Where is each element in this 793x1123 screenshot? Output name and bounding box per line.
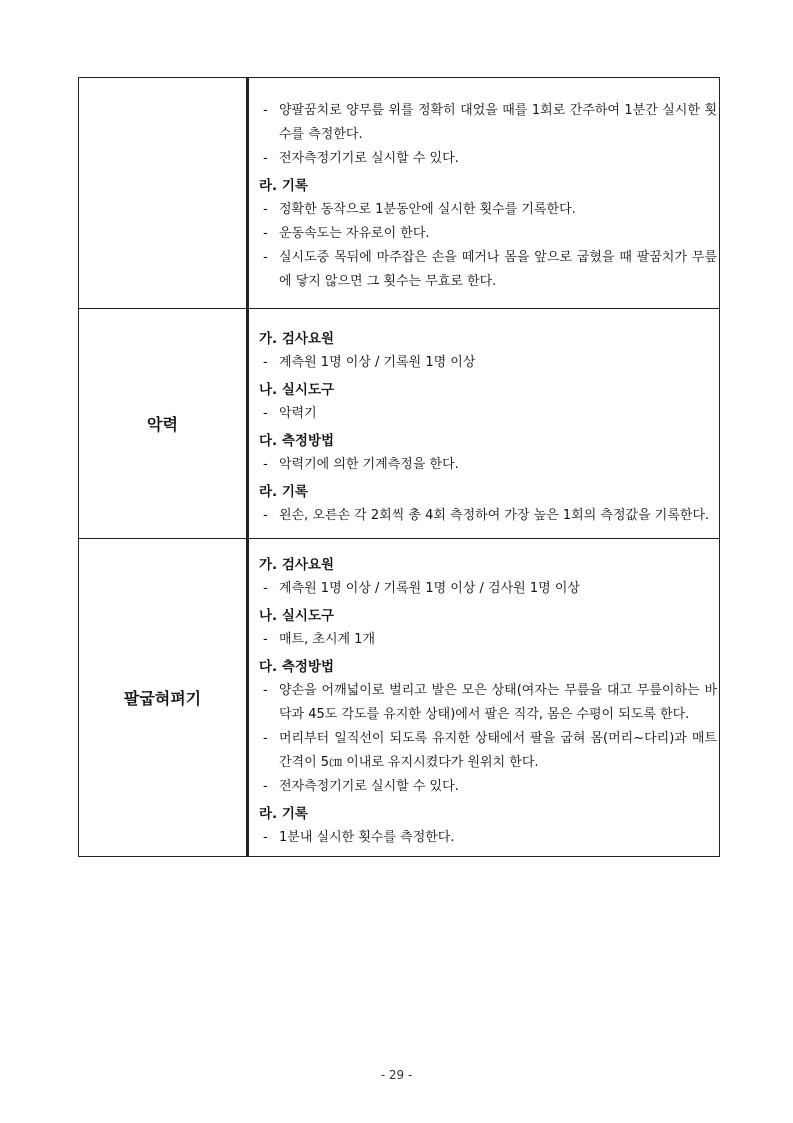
section-heading: 다. 측정방법 [259, 659, 335, 675]
item-label [79, 78, 248, 309]
procedure-cell [248, 78, 720, 309]
section-heading: 라. 기록 [259, 806, 308, 822]
list-item-text: 악력기 [279, 406, 317, 421]
list-item-text: 정확한 동작으로 1분동안에 실시한 횟수를 기록한다. [279, 202, 576, 217]
page-number: - 29 - [380, 1068, 413, 1082]
section-heading: 라. 기록 [259, 484, 308, 500]
procedure-cell [248, 539, 720, 857]
list-item [259, 628, 717, 652]
list-item-text: 양손을 어깨넓이로 벌리고 발은 모은 상태(여자는 무릎을 대고 무릎이하는 바닥과 45도 각도를 유지한 상태)에서 팔은 직각, 몸은 수평이 되도록 한다. [279, 683, 717, 722]
list-item-text: 계측원 1명 이상 / 기록원 1명 이상 [279, 355, 476, 370]
bullet-dash: - [263, 508, 268, 523]
section-heading: 다. 측정방법 [259, 433, 335, 449]
table-row [79, 539, 720, 857]
bullet-dash: - [263, 250, 268, 265]
list-item [259, 504, 717, 528]
list-item [259, 402, 717, 426]
table-row [79, 309, 720, 539]
section-heading: 라. 기록 [259, 178, 308, 194]
bullet-dash: - [263, 632, 268, 647]
procedure-content [249, 539, 719, 856]
list-item [259, 453, 717, 477]
bullet-dash: - [263, 581, 268, 596]
section-heading: 가. 검사요원 [259, 331, 335, 347]
test-procedure-table [78, 77, 720, 857]
section-heading: 가. 검사요원 [259, 557, 335, 573]
bullet-dash: - [263, 830, 268, 845]
list-item [259, 246, 717, 294]
section-heading: 나. 실시도구 [259, 608, 335, 624]
list-item-text: 계측원 1명 이상 / 기록원 1명 이상 / 검사원 1명 이상 [279, 581, 580, 596]
list-item [259, 351, 717, 375]
item-label: 팔굽혀펴기 [79, 539, 248, 857]
section-heading: 나. 실시도구 [259, 382, 335, 398]
list-item-text: 전자측정기기로 실시할 수 있다. [279, 151, 459, 166]
list-item-text: 머리부터 일직선이 되도록 유지한 상태에서 팔을 굽혀 몸(머리~다리)과 매트 간격이 5㎝ 이내로 유지시켰다가 원위치 한다. [279, 731, 717, 770]
list-item [259, 147, 717, 171]
procedure-cell [248, 309, 720, 539]
list-item [259, 99, 717, 147]
list-item [259, 826, 717, 850]
bullet-dash: - [263, 457, 268, 472]
bullet-dash: - [263, 406, 268, 421]
list-item-text: 악력기에 의한 기계측정을 한다. [279, 457, 459, 472]
item-label: 악력 [79, 309, 248, 539]
list-item [259, 679, 717, 727]
bullet-dash: - [263, 731, 268, 746]
list-item-text: 실시도중 목뒤에 마주잡은 손을 떼거나 몸을 앞으로 굽혔을 때 팔꿈치가 무릎에 닿지 않으면 그 횟수는 무효로 한다. [279, 250, 717, 289]
list-item [259, 775, 717, 799]
list-item [259, 222, 717, 246]
bullet-dash: - [263, 779, 268, 794]
table-row [79, 78, 720, 309]
procedure-content [249, 78, 719, 308]
list-item [259, 727, 717, 775]
bullet-dash: - [263, 226, 268, 241]
list-item [259, 198, 717, 222]
list-item-text: 1분내 실시한 횟수를 측정한다. [279, 830, 455, 845]
bullet-dash: - [263, 683, 268, 698]
list-item-text: 전자측정기기로 실시할 수 있다. [279, 779, 459, 794]
list-item [259, 577, 717, 601]
procedure-content [249, 309, 719, 538]
list-item-text: 왼손, 오른손 각 2회씩 총 4회 측정하여 가장 높은 1회의 측정값을 기록한다. [279, 508, 710, 523]
bullet-dash: - [263, 202, 268, 217]
bullet-dash: - [263, 355, 268, 370]
list-item-text: 양팔꿈치로 양무릎 위를 정확히 대었을 때를 1회로 간주하여 1분간 실시한 횟수를 측정한다. [279, 103, 717, 142]
bullet-dash: - [263, 103, 268, 118]
list-item-text: 매트, 초시계 1개 [279, 632, 376, 647]
list-item-text: 운동속도는 자유로이 한다. [279, 226, 430, 241]
bullet-dash: - [263, 151, 268, 166]
